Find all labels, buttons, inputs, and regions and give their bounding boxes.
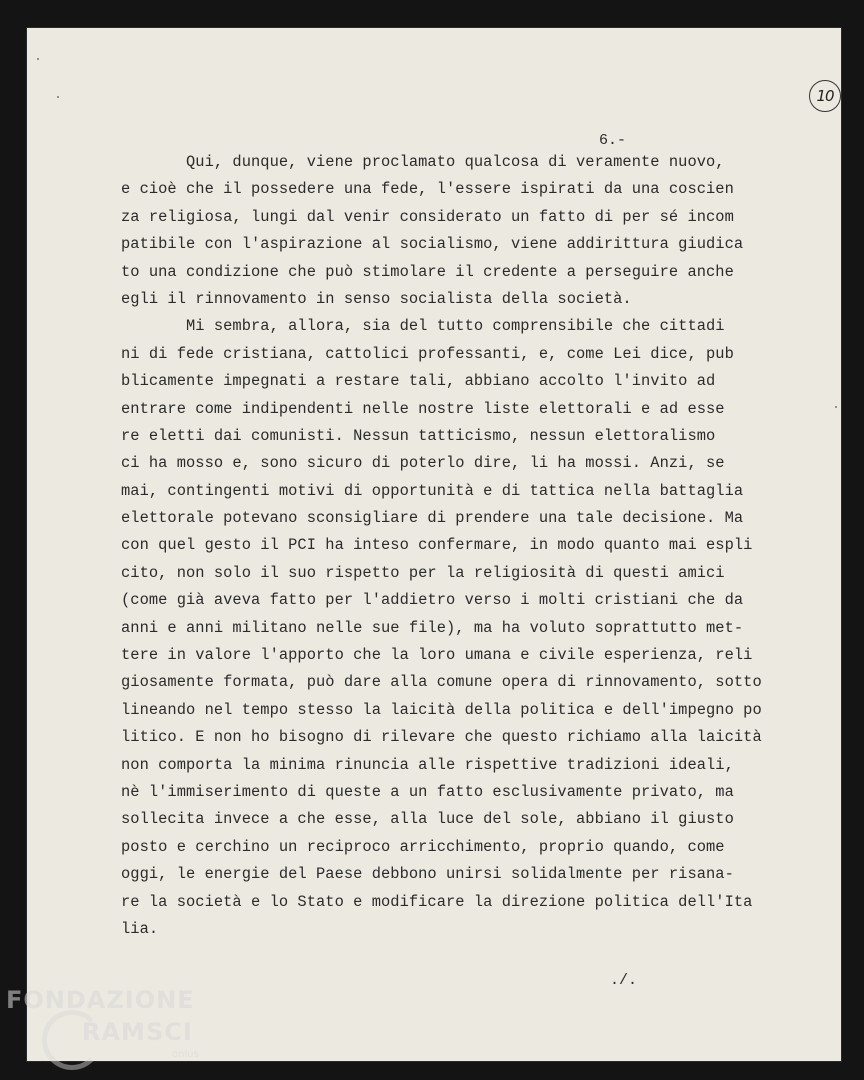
text-line: posto e cerchino un reciproco arricchimento, proprio quando, come — [121, 837, 725, 856]
paper-speck — [37, 58, 39, 60]
watermark-text-gramsci: RAMSCI — [82, 1018, 193, 1046]
text-line: mai, contingenti motivi di opportunità e di tattica nella battaglia — [121, 481, 744, 500]
text-line: (come già aveva fatto per l'addietro verso i molti cristiani che da — [121, 591, 744, 610]
folio-number-circle — [809, 80, 841, 112]
text-line: blicamente impegnati a restare tali, abbiano accolto l'invito ad — [121, 372, 716, 391]
text-line: Mi sembra, allora, sia del tutto comprensibile che cittadi — [121, 317, 725, 336]
text-line: za religiosa, lungi dal venir considerato un fatto di per sé incom — [121, 207, 734, 226]
text-line: cito, non solo il suo rispetto per la religiosità di questi amici — [121, 563, 725, 582]
folio-number: 10 — [816, 87, 834, 105]
text-line: oggi, le energie del Paese debbono unirsi solidalmente per risana- — [121, 865, 734, 884]
text-line: lineando nel tempo stesso la laicità della politica e dell'impegno po — [121, 700, 762, 719]
text-line: Qui, dunque, viene proclamato qualcosa di veramente nuovo, — [121, 153, 725, 171]
continuation-mark: ./. — [610, 972, 638, 989]
watermark-text-onlus: onlus — [172, 1049, 199, 1060]
text-line: entrare come indipendenti nelle nostre liste elettorali e ad esse — [121, 399, 725, 418]
text-line: tere in valore l'apporto che la loro umana e civile esperienza, reli — [121, 646, 753, 665]
text-line: nè l'immiserimento di queste a un fatto esclusivamente privato, ma — [121, 782, 734, 801]
paper-speck — [835, 406, 837, 408]
text-line: ci ha mosso e, sono sicuro di poterlo dire, li ha mossi. Anzi, se — [121, 454, 725, 473]
text-line: patibile con l'aspirazione al socialismo, viene addirittura giudica — [121, 235, 744, 254]
text-line: lia. — [121, 919, 159, 938]
text-line: elettorale potevano sconsigliare di prendere una tale decisione. Ma — [121, 509, 744, 528]
text-line: re eletti dai comunisti. Nessun tatticismo, nessun elettoralismo — [121, 426, 716, 445]
watermark-logo — [6, 986, 256, 1076]
text-line: giosamente formata, può dare alla comune opera di rinnovamento, sotto — [121, 673, 762, 692]
text-line: re la società e lo Stato e modificare la direzione politica dell'Ita — [121, 892, 753, 911]
text-line: anni e anni militano nelle sue file), ma ha voluto soprattutto met- — [121, 618, 744, 637]
paper-speck — [57, 96, 59, 98]
text-line: sollecita invece a che esse, alla luce del sole, abbiano il giusto — [121, 810, 734, 829]
watermark-text-fondazione: FONDAZIONE — [6, 986, 195, 1014]
letter-body-text — [121, 149, 811, 943]
page-number: 6.- — [599, 132, 627, 149]
text-line: egli il rinnovamento in senso socialista della società. — [121, 289, 632, 308]
text-line: e cioè che il possedere una fede, l'essere ispirati da una coscien — [121, 180, 734, 199]
text-line: non comporta la minima rinuncia alle rispettive tradizioni ideali, — [121, 755, 734, 774]
text-line: ni di fede cristiana, cattolici professanti, e, come Lei dice, pub — [121, 344, 734, 363]
text-line: to una condizione che può stimolare il credente a perseguire anche — [121, 262, 734, 281]
text-line: litico. E non ho bisogno di rilevare che questo richiamo alla laicità — [121, 728, 762, 747]
text-line: con quel gesto il PCI ha inteso confermare, in modo quanto mai espli — [121, 536, 753, 555]
